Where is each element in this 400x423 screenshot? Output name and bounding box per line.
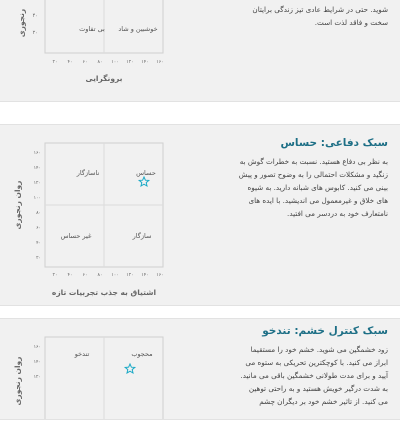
quadrant-label-top-left: ناسازگار [76,169,100,177]
quadrant-chart-svg [0,125,200,305]
card-text [238,3,388,29]
x-tick: ۶۰ [82,60,88,65]
x-tick: ۱۰۰ [111,60,119,65]
quadrant-chart-svg [0,319,200,419]
x-tick: ۱۲۰ [126,273,134,278]
x-tick: ۱۰۰ [111,273,119,278]
x-tick: ۸۰ [97,60,103,65]
y-axis-label: روان رنجوری [13,180,22,230]
card-text [238,325,388,408]
x-axis-label: برونگرایی [85,74,123,83]
score-star-icon [139,177,149,186]
quadrant-label-bottom-right: خوشبین و شاد [118,25,158,33]
card-body: شوید. حتی در شرایط عادی تیز زندگی برایتان سخت و فاقد لذت است. [252,5,388,27]
y-tick: ۸۰ [36,211,41,216]
y-ticks [34,345,41,380]
quadrant-label-bottom-left: غیر حساس [60,232,92,240]
x-tick: ۱۶۰ [156,60,164,65]
x-axis-label: اشتیاق به جذب تجربیات تازه [51,288,157,297]
y-tick: ۱۴۰ [33,360,41,365]
quadrant-label-top-left: تندخو [74,350,90,358]
x-ticks [53,59,164,65]
quadrant-chart [0,0,200,101]
y-tick: ۱۰۰ [33,196,41,201]
x-tick: ۱۴۰ [141,273,149,278]
result-card-anger-control [0,318,400,420]
x-tick: ۶۰ [82,273,88,278]
quadrant-chart [0,319,200,419]
result-card-defensive [0,124,400,306]
result-card-extraversion [0,0,400,102]
quadrant-label-bottom-right: سازگار [132,232,152,240]
y-tick: ۱۲۰ [33,181,41,186]
quadrant-label-top-right: حساس [136,169,156,177]
y-tick: ۱۶۰ [33,151,41,156]
card-text [238,137,388,220]
y-tick: ۱۲۰ [33,375,41,380]
card-body: زود خشمگین می شوید. خشم خود را مستقیما ابراز می کنید. با کوچکترین تحریکی به ستوه می آیید و برای مدت طولانی خشمگین باقی می مانید. به شدت درگیر خویش هستید و به راحتی توهین می کنید. از تاثیر خشم خود بر دیگران چشم [240,345,388,406]
y-tick: ۲۰ [36,256,41,261]
quadrant-label-top-right: محجوب [131,350,153,358]
x-tick: ۱۶۰ [156,273,164,278]
card-title: سبک دفاعی: حساس [280,137,388,149]
y-tick: ۴۰ [32,13,38,19]
score-star-icon [125,364,135,373]
x-tick: ۴۰ [67,273,73,278]
y-tick: ۱۴۰ [33,166,41,171]
x-tick: ۴۰ [67,60,73,65]
card-body: به نظر بی دفاع هستید. نسبت به خطرات گوش به زنگید و مشکلات احتمالی را به وضوح تصور و پیش بینی می کنید. کابوس های شبانه دارید. به شیوه های خلاق و غیرمعمول می اندیشید. با ایده های نامتعارف خود به دردسر می افتید. [238,157,388,218]
y-tick: ۴۰ [36,241,41,246]
quadrant-label-bottom-left: بی تفاوت [79,25,105,33]
quadrant-chart-svg [0,0,200,101]
y-tick: ۶۰ [36,226,41,231]
x-tick: ۲۰ [52,273,58,278]
y-axis-label: روان رنجوری [13,356,22,406]
y-tick: ۱۶۰ [33,345,41,350]
x-ticks [53,272,164,278]
y-axis-label: رنجوری [17,8,26,38]
x-tick: ۱۴۰ [141,60,149,65]
y-ticks [34,151,41,261]
x-tick: ۱۲۰ [126,60,134,65]
y-tick: ۲۰ [32,30,38,36]
quadrant-chart [0,125,200,305]
x-tick: ۸۰ [97,273,103,278]
card-title: سبک کنترل خشم: تندخو [262,325,388,337]
x-tick: ۲۰ [52,60,58,65]
